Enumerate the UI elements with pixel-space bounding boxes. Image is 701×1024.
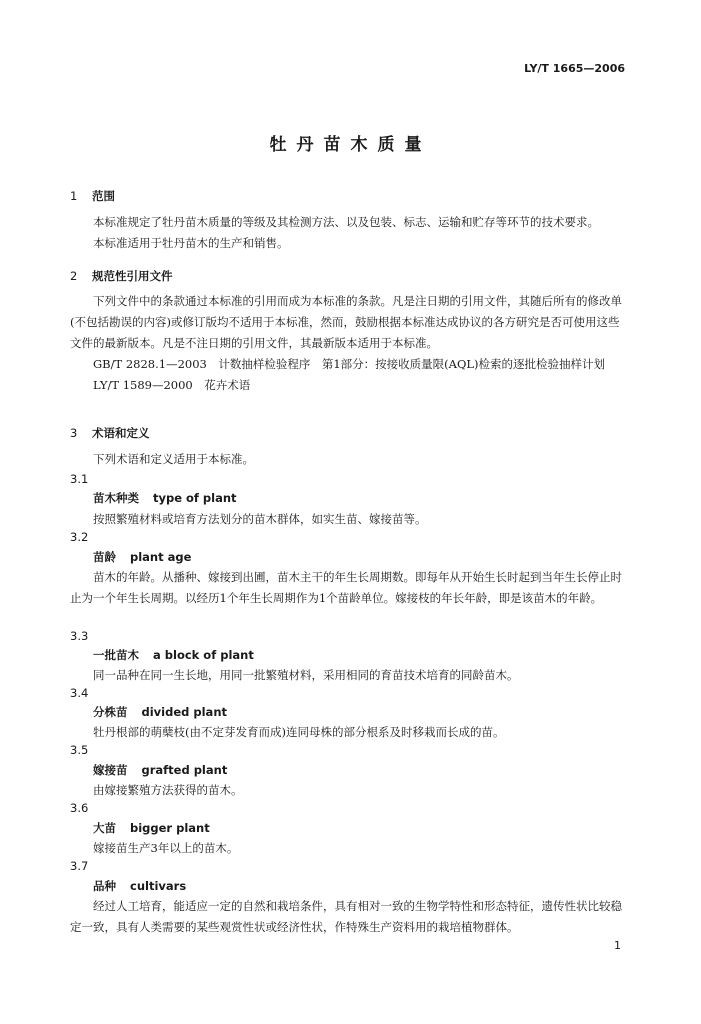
section-number: 2: [70, 269, 78, 283]
term-en: a block of plant: [153, 648, 254, 662]
term-definition: [70, 896, 630, 938]
term-heading: [93, 878, 186, 894]
section-2-body: [70, 291, 630, 396]
paragraph: 由嫁接繁殖方法获得的苗木。: [93, 783, 243, 797]
paragraph: 本标准规定了牡丹苗木质量的等级及其检测方法、以及包装、标志、运输和贮存等环节的技术要求。: [93, 215, 599, 229]
paragraph: 同一品种在同一生长地，用同一批繁殖材料，采用相同的育苗技术培育的同龄苗木。: [93, 668, 519, 682]
term-en: divided plant: [141, 705, 227, 719]
reference-1: GB/T 2828.1—2003 计数抽样检验程序 第1部分：按接收质量限(AQL)检索的逐批检验抽样计划: [93, 357, 605, 371]
term-heading: [93, 549, 191, 565]
section-number: 3: [70, 426, 78, 440]
term-zh: 分株苗: [93, 705, 128, 719]
term-number: 3.6: [70, 801, 89, 815]
term-en: cultivars: [130, 879, 187, 893]
term-en: grafted plant: [141, 763, 228, 777]
section-title: 术语和定义: [92, 426, 150, 440]
section-title: 规范性引用文件: [92, 269, 173, 283]
term-definition: [70, 665, 630, 686]
term-heading: [93, 490, 237, 506]
paragraph: 按照繁殖材料或培育方法划分的苗木群体，如实生苗、嫁接苗等。: [93, 512, 427, 526]
term-zh: 大苗: [93, 821, 116, 835]
section-3-heading: [70, 425, 150, 441]
term-number: 3.5: [70, 743, 89, 757]
term-number: 3.1: [70, 472, 89, 486]
paragraph: 嫁接苗生产3年以上的苗木。: [93, 841, 239, 855]
term-heading: [93, 704, 227, 720]
section-3-intro: [70, 449, 630, 470]
paragraph: 苗木的年龄。从播种、嫁接到出圃，苗木主干的年生长周期数。即每年从开始生长时起到当年生长停止时止为一个年生长周期。以经历1个年生长周期作为1个苗龄单位。嫁接枝的年长年龄，即是该苗木的年龄。: [70, 570, 622, 605]
term-heading: [93, 820, 210, 836]
section-number: 1: [70, 189, 78, 203]
term-definition: [70, 722, 630, 743]
paragraph: 下列术语和定义适用于本标准。: [93, 452, 254, 466]
paragraph: 经过人工培育，能适应一定的自然和栽培条件，具有相对一致的生物学特性和形态特征，遗传性状比较稳定一致，具有人类需要的某些观赏性状或经济性状，作特殊生产资料用的栽培植物群体。: [70, 899, 622, 934]
term-en: bigger plant: [130, 821, 210, 835]
section-1-body: [70, 212, 630, 254]
paragraph: 牡丹根部的萌蘖枝(由不定芽发育而成)连同母株的部分根系及时移栽而长成的苗。: [93, 725, 505, 739]
term-zh: 苗木种类: [93, 491, 139, 505]
term-number: 3.3: [70, 629, 89, 643]
term-heading: [93, 762, 227, 778]
page-number: 1: [614, 939, 621, 952]
term-definition: [70, 838, 630, 859]
term-zh: 嫁接苗: [93, 763, 128, 777]
term-number: 3.7: [70, 859, 89, 873]
term-zh: 苗龄: [93, 550, 116, 564]
section-1-heading: [70, 188, 115, 204]
term-heading: [93, 647, 254, 663]
term-number: 3.4: [70, 686, 89, 700]
term-en: plant age: [130, 550, 192, 564]
document-title: 牡丹苗木质量: [269, 135, 432, 155]
term-definition: [70, 567, 630, 609]
section-title: 范围: [92, 189, 115, 203]
term-zh: 品种: [93, 879, 116, 893]
term-en: type of plant: [153, 491, 237, 505]
paragraph: 下列文件中的条款通过本标准的引用而成为本标准的条款。凡是注日期的引用文件，其随后所有的修改单(不包括勘误的内容)或修订版均不适用于本标准，然而，鼓励根据本标准达成协议的各方研究是否可使用这些文件的最新版本。凡是不注日期的引用文件，其最新版本适用于本标准。: [70, 294, 622, 350]
term-zh: 一批苗木: [93, 648, 139, 662]
section-2-heading: [70, 268, 173, 284]
reference-2: LY/T 1589—2000 花卉术语: [93, 378, 251, 392]
term-number: 3.2: [70, 530, 89, 544]
paragraph: 本标准适用于牡丹苗木的生产和销售。: [93, 236, 289, 250]
standard-code: LY/T 1665—2006: [524, 62, 625, 75]
term-definition: [70, 780, 630, 801]
term-definition: [70, 509, 630, 530]
